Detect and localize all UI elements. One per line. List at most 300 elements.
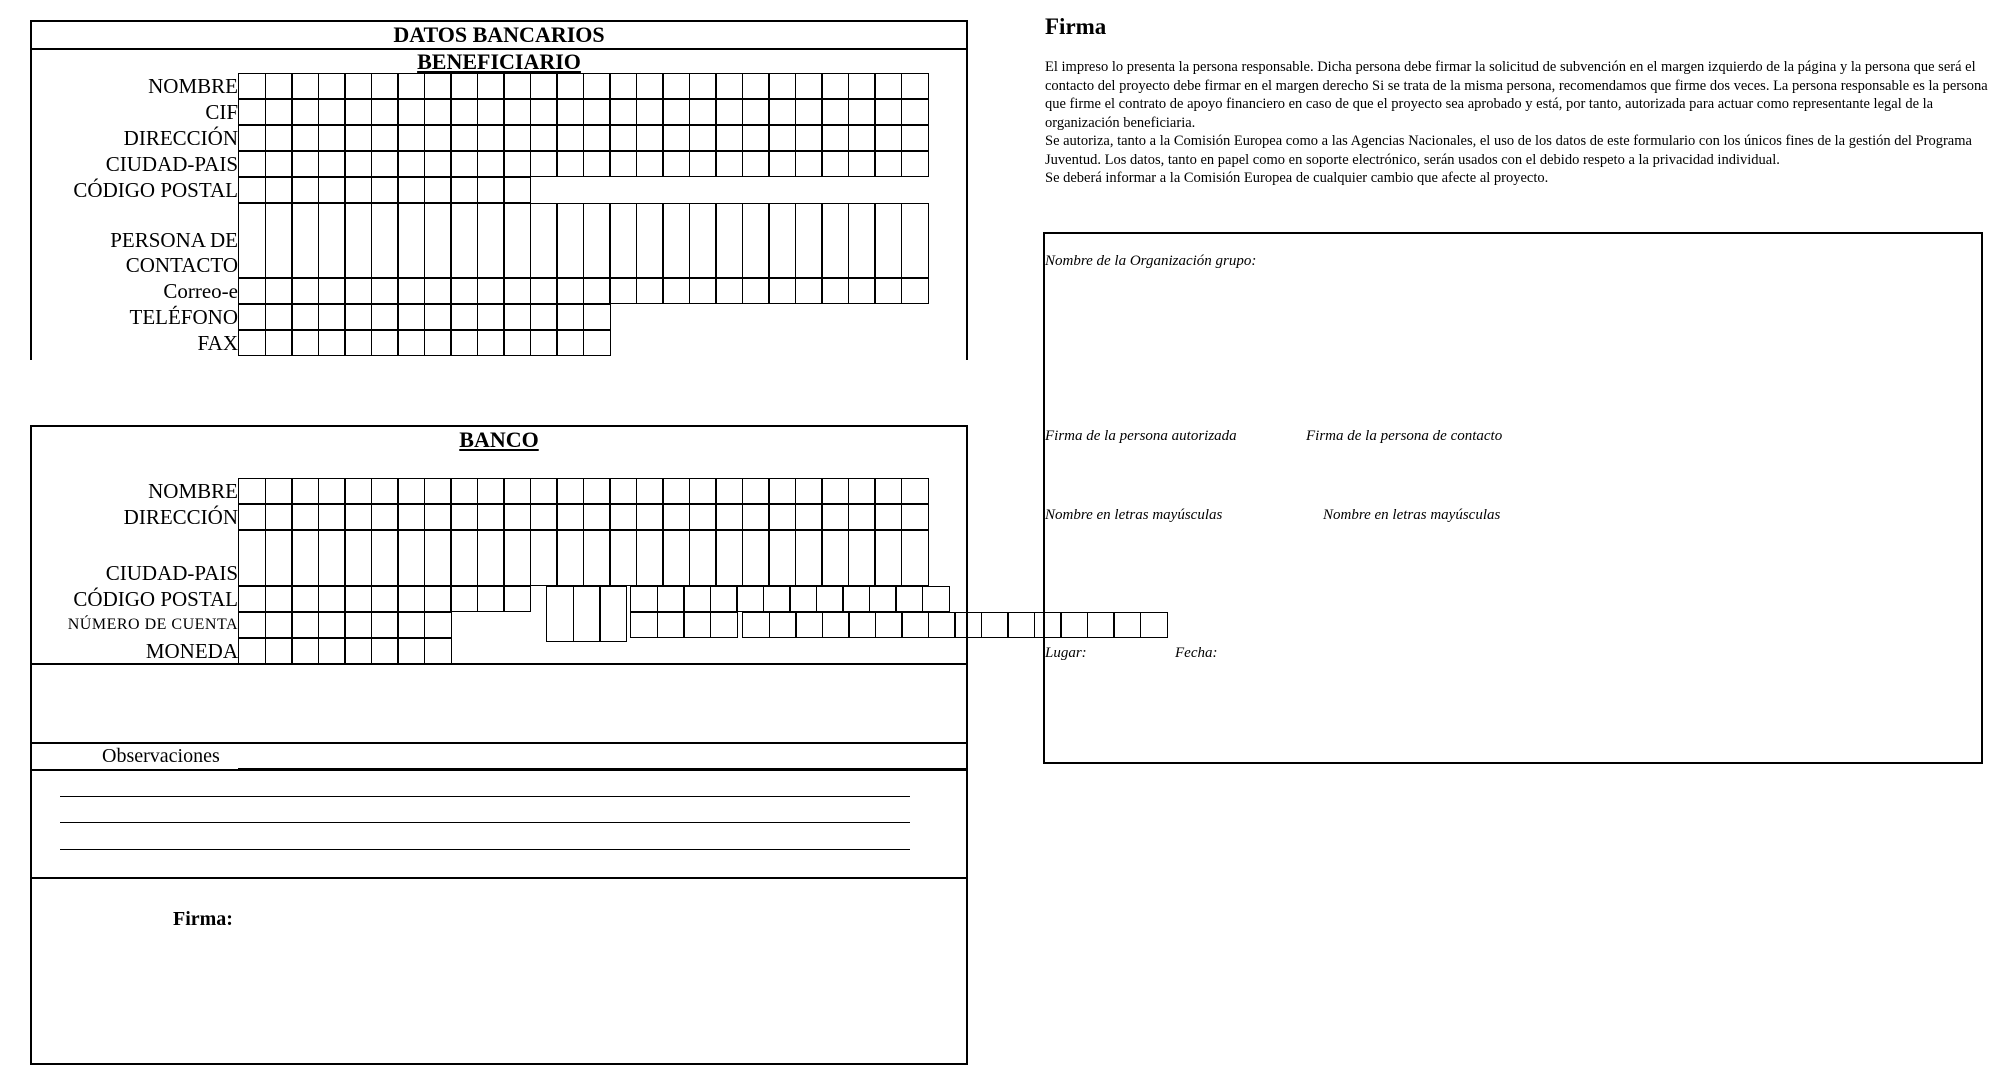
input-cell[interactable] — [344, 504, 372, 530]
input-cell[interactable] — [344, 125, 372, 151]
input-cell[interactable] — [662, 99, 690, 125]
input-cell[interactable] — [530, 151, 558, 177]
input-cell[interactable] — [397, 612, 425, 638]
input-cell[interactable] — [238, 125, 266, 151]
input-cell[interactable] — [477, 530, 505, 586]
input-cell[interactable] — [768, 99, 796, 125]
input-cell[interactable] — [874, 203, 902, 278]
input-cell[interactable] — [397, 530, 425, 586]
input-cell[interactable] — [583, 478, 611, 504]
input-cell[interactable] — [424, 73, 452, 99]
input-cell[interactable] — [583, 203, 611, 278]
input-cell[interactable] — [265, 586, 293, 612]
input-cell[interactable] — [291, 151, 319, 177]
input-cell[interactable] — [821, 99, 849, 125]
input-cell[interactable] — [318, 530, 346, 586]
input-cell[interactable] — [503, 586, 531, 612]
input-cell[interactable] — [821, 278, 849, 304]
input-cell[interactable] — [503, 530, 531, 586]
input-cell[interactable] — [344, 638, 372, 664]
input-cell[interactable] — [503, 478, 531, 504]
input-cell[interactable] — [636, 125, 664, 151]
input-cell[interactable] — [371, 530, 399, 586]
input-cell[interactable] — [477, 478, 505, 504]
input-cell[interactable] — [530, 203, 558, 278]
input-cell[interactable] — [530, 278, 558, 304]
input-cell[interactable] — [609, 203, 637, 278]
input-cell[interactable] — [265, 203, 293, 278]
input-cell[interactable] — [424, 304, 452, 330]
input-cell[interactable] — [530, 99, 558, 125]
input-cell[interactable] — [583, 530, 611, 586]
input-cell[interactable] — [848, 530, 876, 586]
input-cell[interactable] — [238, 73, 266, 99]
input-cell[interactable] — [742, 504, 770, 530]
input-cell[interactable] — [822, 612, 850, 638]
input-cell[interactable] — [371, 586, 399, 612]
input-cell[interactable] — [689, 203, 717, 278]
input-cell[interactable] — [715, 125, 743, 151]
input-cell[interactable] — [503, 504, 531, 530]
input-cell[interactable] — [901, 612, 929, 638]
input-cell[interactable] — [901, 99, 929, 125]
input-cell[interactable] — [450, 586, 478, 612]
input-cell[interactable] — [371, 278, 399, 304]
input-cell[interactable] — [715, 203, 743, 278]
input-cell[interactable] — [450, 125, 478, 151]
input-cell[interactable] — [530, 330, 558, 356]
input-cell[interactable] — [530, 73, 558, 99]
input-cell[interactable] — [683, 586, 711, 612]
input-cell[interactable] — [265, 504, 293, 530]
input-cell[interactable] — [238, 612, 266, 638]
input-cell[interactable] — [662, 278, 690, 304]
input-cell[interactable] — [397, 73, 425, 99]
input-cell[interactable] — [344, 586, 372, 612]
input-cell[interactable] — [901, 278, 929, 304]
input-cell[interactable] — [344, 278, 372, 304]
input-cell[interactable] — [318, 638, 346, 664]
input-cell[interactable] — [573, 586, 601, 642]
input-cell[interactable] — [795, 73, 823, 99]
input-cell[interactable] — [609, 73, 637, 99]
input-cell[interactable] — [848, 278, 876, 304]
input-cell[interactable] — [556, 99, 584, 125]
input-cell[interactable] — [821, 151, 849, 177]
input-cell[interactable] — [715, 478, 743, 504]
input-cell[interactable] — [530, 478, 558, 504]
input-cell[interactable] — [689, 278, 717, 304]
input-cell[interactable] — [238, 151, 266, 177]
input-cell[interactable] — [318, 478, 346, 504]
input-cell[interactable] — [424, 203, 452, 278]
input-cell[interactable] — [742, 151, 770, 177]
input-cell[interactable] — [715, 530, 743, 586]
observaciones-line[interactable] — [60, 849, 910, 850]
input-cell[interactable] — [848, 99, 876, 125]
input-cell[interactable] — [265, 177, 293, 203]
input-cell[interactable] — [710, 586, 738, 612]
input-cell[interactable] — [238, 504, 266, 530]
input-cell[interactable] — [530, 125, 558, 151]
input-cell[interactable] — [795, 504, 823, 530]
input-cell[interactable] — [238, 278, 266, 304]
input-cell[interactable] — [424, 151, 452, 177]
input-cell[interactable] — [397, 330, 425, 356]
input-cell[interactable] — [556, 504, 584, 530]
input-cell[interactable] — [424, 530, 452, 586]
input-cell[interactable] — [265, 530, 293, 586]
input-cell[interactable] — [450, 177, 478, 203]
input-cell[interactable] — [371, 478, 399, 504]
input-cell[interactable] — [397, 586, 425, 612]
input-cell[interactable] — [450, 330, 478, 356]
input-cell[interactable] — [477, 73, 505, 99]
input-cell[interactable] — [636, 99, 664, 125]
input-cell[interactable] — [895, 586, 923, 612]
input-cell[interactable] — [689, 151, 717, 177]
input-cell[interactable] — [848, 125, 876, 151]
input-cell[interactable] — [901, 125, 929, 151]
input-cell[interactable] — [265, 638, 293, 664]
input-cell[interactable] — [662, 478, 690, 504]
input-cell[interactable] — [556, 330, 584, 356]
input-cell[interactable] — [821, 73, 849, 99]
input-cell[interactable] — [477, 278, 505, 304]
input-cell[interactable] — [689, 99, 717, 125]
input-cell[interactable] — [344, 330, 372, 356]
input-cell[interactable] — [503, 330, 531, 356]
input-cell[interactable] — [609, 125, 637, 151]
input-cell[interactable] — [768, 278, 796, 304]
input-cell[interactable] — [874, 478, 902, 504]
input-cell[interactable] — [238, 586, 266, 612]
input-cell[interactable] — [397, 478, 425, 504]
input-cell[interactable] — [503, 203, 531, 278]
input-cell[interactable] — [556, 151, 584, 177]
input-cell[interactable] — [768, 73, 796, 99]
input-cell[interactable] — [238, 304, 266, 330]
input-cell[interactable] — [715, 278, 743, 304]
input-cell[interactable] — [736, 586, 764, 612]
input-cell[interactable] — [450, 504, 478, 530]
input-cell[interactable] — [291, 612, 319, 638]
input-cell[interactable] — [291, 177, 319, 203]
input-cell[interactable] — [848, 73, 876, 99]
input-cell[interactable] — [742, 125, 770, 151]
input-cell[interactable] — [609, 99, 637, 125]
input-cell[interactable] — [318, 125, 346, 151]
input-cell[interactable] — [583, 278, 611, 304]
input-cell[interactable] — [901, 478, 929, 504]
input-cell[interactable] — [265, 125, 293, 151]
input-cell[interactable] — [795, 278, 823, 304]
input-cell[interactable] — [238, 330, 266, 356]
input-cell[interactable] — [795, 151, 823, 177]
input-cell[interactable] — [662, 530, 690, 586]
input-cell[interactable] — [318, 278, 346, 304]
input-cell[interactable] — [556, 203, 584, 278]
input-cell[interactable] — [874, 99, 902, 125]
input-cell[interactable] — [662, 73, 690, 99]
input-cell[interactable] — [238, 530, 266, 586]
input-cell[interactable] — [371, 151, 399, 177]
input-cell[interactable] — [795, 99, 823, 125]
input-cell[interactable] — [848, 504, 876, 530]
input-cell[interactable] — [715, 73, 743, 99]
input-cell[interactable] — [503, 125, 531, 151]
input-cell[interactable] — [424, 504, 452, 530]
input-cell[interactable] — [397, 304, 425, 330]
input-cell[interactable] — [556, 530, 584, 586]
input-cell[interactable] — [265, 304, 293, 330]
input-cell[interactable] — [795, 612, 823, 638]
input-cell[interactable] — [477, 151, 505, 177]
input-cell[interactable] — [371, 73, 399, 99]
input-cell[interactable] — [318, 586, 346, 612]
input-cell[interactable] — [318, 612, 346, 638]
input-cell[interactable] — [397, 203, 425, 278]
input-cell[interactable] — [238, 177, 266, 203]
input-cell[interactable] — [556, 125, 584, 151]
input-cell[interactable] — [636, 278, 664, 304]
input-cell[interactable] — [763, 586, 791, 612]
input-cell[interactable] — [1007, 612, 1035, 638]
input-cell[interactable] — [657, 612, 685, 638]
input-cell[interactable] — [424, 177, 452, 203]
input-cell[interactable] — [768, 530, 796, 586]
input-cell[interactable] — [424, 99, 452, 125]
input-cell[interactable] — [450, 73, 478, 99]
input-cell[interactable] — [424, 278, 452, 304]
input-cell[interactable] — [636, 530, 664, 586]
input-cell[interactable] — [530, 530, 558, 586]
input-cell[interactable] — [477, 99, 505, 125]
input-cell[interactable] — [424, 330, 452, 356]
input-cell[interactable] — [875, 612, 903, 638]
input-cell[interactable] — [599, 586, 627, 642]
input-cell[interactable] — [397, 125, 425, 151]
input-cell[interactable] — [344, 478, 372, 504]
input-cell[interactable] — [477, 203, 505, 278]
input-cell[interactable] — [742, 612, 770, 638]
input-cell[interactable] — [397, 99, 425, 125]
input-cell[interactable] — [954, 612, 982, 638]
input-cell[interactable] — [689, 504, 717, 530]
input-cell[interactable] — [291, 504, 319, 530]
input-cell[interactable] — [265, 73, 293, 99]
input-cell[interactable] — [556, 278, 584, 304]
input-cell[interactable] — [477, 330, 505, 356]
input-cell[interactable] — [662, 504, 690, 530]
input-cell[interactable] — [869, 586, 897, 612]
input-cell[interactable] — [265, 99, 293, 125]
observaciones-line[interactable] — [60, 796, 910, 797]
input-cell[interactable] — [344, 203, 372, 278]
input-cell[interactable] — [371, 177, 399, 203]
input-cell[interactable] — [662, 151, 690, 177]
input-cell[interactable] — [344, 151, 372, 177]
input-cell[interactable] — [662, 125, 690, 151]
input-cell[interactable] — [503, 73, 531, 99]
input-cell[interactable] — [371, 638, 399, 664]
input-cell[interactable] — [795, 530, 823, 586]
input-cell[interactable] — [265, 330, 293, 356]
input-cell[interactable] — [503, 99, 531, 125]
input-cell[interactable] — [768, 504, 796, 530]
input-cell[interactable] — [768, 203, 796, 278]
input-cell[interactable] — [450, 304, 478, 330]
input-cell[interactable] — [848, 203, 876, 278]
input-cell[interactable] — [816, 586, 844, 612]
input-cell[interactable] — [238, 478, 266, 504]
input-cell[interactable] — [371, 99, 399, 125]
input-cell[interactable] — [318, 99, 346, 125]
input-cell[interactable] — [238, 638, 266, 664]
input-cell[interactable] — [874, 278, 902, 304]
input-cell[interactable] — [901, 504, 929, 530]
input-cell[interactable] — [715, 504, 743, 530]
input-cell[interactable] — [397, 504, 425, 530]
input-cell[interactable] — [583, 330, 611, 356]
input-cell[interactable] — [477, 586, 505, 612]
input-cell[interactable] — [291, 99, 319, 125]
input-cell[interactable] — [874, 125, 902, 151]
input-cell[interactable] — [291, 125, 319, 151]
input-cell[interactable] — [344, 99, 372, 125]
input-cell[interactable] — [636, 203, 664, 278]
input-cell[interactable] — [424, 612, 452, 638]
input-cell[interactable] — [344, 304, 372, 330]
input-cell[interactable] — [424, 586, 452, 612]
input-cell[interactable] — [842, 586, 870, 612]
input-cell[interactable] — [874, 151, 902, 177]
input-cell[interactable] — [450, 203, 478, 278]
input-cell[interactable] — [503, 304, 531, 330]
input-cell[interactable] — [291, 304, 319, 330]
input-cell[interactable] — [795, 125, 823, 151]
input-cell[interactable] — [450, 99, 478, 125]
input-cell[interactable] — [450, 478, 478, 504]
input-cell[interactable] — [318, 73, 346, 99]
input-cell[interactable] — [768, 125, 796, 151]
input-cell[interactable] — [503, 177, 531, 203]
input-cell[interactable] — [769, 612, 797, 638]
input-cell[interactable] — [742, 99, 770, 125]
input-cell[interactable] — [636, 151, 664, 177]
input-cell[interactable] — [291, 330, 319, 356]
input-cell[interactable] — [477, 177, 505, 203]
input-cell[interactable] — [424, 125, 452, 151]
input-cell[interactable] — [795, 478, 823, 504]
input-cell[interactable] — [371, 612, 399, 638]
input-cell[interactable] — [715, 99, 743, 125]
input-cell[interactable] — [397, 151, 425, 177]
input-cell[interactable] — [503, 278, 531, 304]
input-cell[interactable] — [630, 586, 658, 612]
input-cell[interactable] — [928, 612, 956, 638]
input-cell[interactable] — [821, 504, 849, 530]
input-cell[interactable] — [530, 504, 558, 530]
input-cell[interactable] — [318, 304, 346, 330]
input-cell[interactable] — [450, 151, 478, 177]
input-cell[interactable] — [291, 203, 319, 278]
input-cell[interactable] — [583, 125, 611, 151]
input-cell[interactable] — [742, 278, 770, 304]
input-cell[interactable] — [371, 203, 399, 278]
input-cell[interactable] — [344, 612, 372, 638]
input-cell[interactable] — [318, 330, 346, 356]
input-cell[interactable] — [291, 278, 319, 304]
input-cell[interactable] — [477, 504, 505, 530]
observaciones-line[interactable] — [60, 822, 910, 823]
input-cell[interactable] — [583, 151, 611, 177]
input-cell[interactable] — [450, 278, 478, 304]
input-cell[interactable] — [609, 530, 637, 586]
input-cell[interactable] — [689, 125, 717, 151]
input-cell[interactable] — [530, 304, 558, 330]
input-cell[interactable] — [344, 73, 372, 99]
input-cell[interactable] — [636, 504, 664, 530]
input-cell[interactable] — [265, 612, 293, 638]
input-cell[interactable] — [424, 638, 452, 664]
input-cell[interactable] — [397, 177, 425, 203]
input-cell[interactable] — [901, 203, 929, 278]
input-cell[interactable] — [636, 478, 664, 504]
input-cell[interactable] — [689, 73, 717, 99]
input-cell[interactable] — [583, 504, 611, 530]
input-cell[interactable] — [922, 586, 950, 612]
input-cell[interactable] — [291, 586, 319, 612]
input-cell[interactable] — [874, 504, 902, 530]
input-cell[interactable] — [546, 586, 574, 642]
input-cell[interactable] — [291, 530, 319, 586]
input-cell[interactable] — [689, 478, 717, 504]
input-cell[interactable] — [901, 151, 929, 177]
input-cell[interactable] — [265, 151, 293, 177]
input-cell[interactable] — [371, 125, 399, 151]
input-cell[interactable] — [503, 151, 531, 177]
input-cell[interactable] — [477, 125, 505, 151]
input-cell[interactable] — [291, 73, 319, 99]
input-cell[interactable] — [238, 99, 266, 125]
input-cell[interactable] — [291, 478, 319, 504]
input-cell[interactable] — [556, 304, 584, 330]
input-cell[interactable] — [874, 530, 902, 586]
input-cell[interactable] — [371, 330, 399, 356]
input-cell[interactable] — [874, 73, 902, 99]
input-cell[interactable] — [344, 530, 372, 586]
input-cell[interactable] — [630, 612, 658, 638]
input-cell[interactable] — [636, 73, 664, 99]
input-cell[interactable] — [556, 478, 584, 504]
input-cell[interactable] — [318, 203, 346, 278]
input-cell[interactable] — [265, 278, 293, 304]
input-cell[interactable] — [710, 612, 738, 638]
input-cell[interactable] — [609, 504, 637, 530]
input-cell[interactable] — [821, 203, 849, 278]
input-cell[interactable] — [609, 278, 637, 304]
input-cell[interactable] — [344, 177, 372, 203]
input-cell[interactable] — [715, 151, 743, 177]
input-cell[interactable] — [318, 177, 346, 203]
input-cell[interactable] — [583, 99, 611, 125]
input-cell[interactable] — [848, 612, 876, 638]
input-cell[interactable] — [662, 203, 690, 278]
input-cell[interactable] — [742, 478, 770, 504]
input-cell[interactable] — [821, 530, 849, 586]
input-cell[interactable] — [424, 478, 452, 504]
